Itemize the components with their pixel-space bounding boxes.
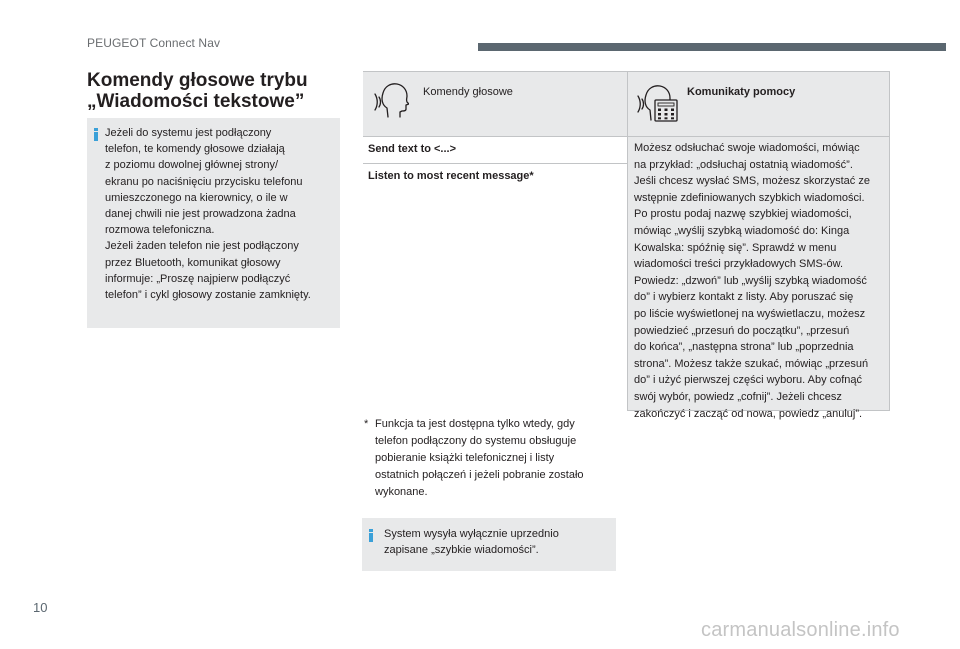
footnote-line: wykonane.	[375, 486, 428, 498]
footnote-line: telefon podłączony do systemu obsługuje	[375, 435, 577, 447]
help-message-line: powiedzieć „przesuń do początku”, „przesuń	[634, 324, 850, 337]
help-message-line: do” i wybierz kontakt z listy. Aby poruszać się	[634, 291, 854, 304]
info-note-line: System wysyła wyłącznie uprzednio	[384, 528, 559, 540]
info-note-text	[384, 526, 559, 558]
info-note-line: rozmowa telefoniczna.	[105, 224, 215, 237]
footnote-line: pobieranie książki telefonicznej i listy	[375, 452, 555, 464]
info-note-box	[87, 118, 340, 328]
help-message-line: na przykład: „odsłuchaj ostatnią wiadomość”.	[634, 158, 853, 171]
help-message-line: mówiąc „wyślij szybką wiadomość do: Kinga	[634, 224, 850, 237]
page-number: 10	[33, 600, 48, 615]
help-message-line: do” i użyć pierwszej części wyboru. Aby cofnąć	[634, 374, 863, 387]
help-message-line: po liście wyświetlonej na wyświetlaczu, możesz	[634, 307, 866, 320]
help-message-line: Powiedz: „dzwoń” lub „wyślij szybką wiadomość	[634, 274, 867, 287]
info-note-line: Jeżeli żaden telefon nie jest podłączony	[105, 240, 299, 253]
voice-command-send-text: Send text to <...>	[368, 143, 457, 155]
info-note-line: telefon” i cykl głosowy zostanie zamknięty.	[105, 289, 311, 302]
help-message-line: strona”. Możesz także szukać, mówiąc „przesuń	[634, 357, 869, 370]
info-note-text	[105, 125, 311, 303]
footnote-marker: *	[364, 418, 369, 430]
help-message-line: zakończyć i zacząć od nowa, powiedz „anuluj”.	[634, 407, 863, 420]
document-header-title: PEUGEOT Connect Nav	[87, 36, 221, 50]
voice-commands-header: Komendy głosowe	[423, 86, 513, 98]
help-messages-header: Komunikaty pomocy	[687, 86, 796, 98]
watermark: carmanualsonline.info	[701, 619, 900, 641]
speaking-head-keypad-icon	[636, 80, 678, 122]
section-title-line: „Wiadomości tekstowe”	[87, 91, 305, 112]
info-note-line: przez Bluetooth, komunikat głosowy	[105, 256, 281, 269]
info-note-line: umieszczonego na kierownicy, o ile w	[105, 191, 288, 204]
help-message-line: Jeśli chcesz wysłać SMS, możesz skorzystać ze	[634, 175, 870, 188]
speaking-head-icon	[373, 80, 409, 118]
help-message-text	[634, 140, 870, 422]
footnote-line: Funkcja ta jest dostępna tylko wtedy, gdy	[375, 418, 575, 430]
help-message-line: Kowalska: spóźnię się”. Sprawdź w menu	[634, 241, 837, 254]
section-title	[87, 70, 347, 112]
info-note-line: zapisane „szybkie wiadomości”.	[384, 544, 539, 557]
help-message-line: do końca”, „następna strona” lub „poprzednia	[634, 341, 854, 354]
section-title-line: Komendy głosowe trybu	[87, 70, 308, 91]
help-message-line: Po prostu podaj nazwę szybkiej wiadomości,	[634, 208, 852, 221]
help-message-line: wstępnie zdefiniowanych szybkich wiadomości.	[634, 191, 865, 204]
info-note-line: informuje: „Proszę najpierw podłączyć	[105, 272, 291, 285]
help-message-line: wiadomości treści przykładowych SMS-ów.	[634, 258, 844, 271]
header-divider-bar	[478, 43, 946, 51]
info-note-line: danej chwili nie jest prowadzona żadna	[105, 208, 296, 221]
help-message-line: swój wybór, powiedz „cofnij”. Jeżeli chcesz	[634, 390, 842, 403]
info-icon	[369, 529, 373, 542]
info-note-line: ekranu po naciśnięciu przycisku telefonu	[105, 175, 303, 188]
voice-command-listen-recent: Listen to most recent message*	[368, 170, 534, 182]
info-note-line: telefon, te komendy głosowe działają	[105, 143, 285, 156]
info-note-box-quick-messages	[362, 518, 616, 571]
voice-commands-table	[363, 71, 890, 420]
footnote-text	[375, 416, 584, 501]
info-icon	[94, 128, 98, 141]
footnote-line: ostatnich połączeń i jeżeli pobranie zostało	[375, 469, 584, 481]
help-message-line: Możesz odsłuchać swoje wiadomości, mówiąc	[634, 142, 860, 154]
info-note-line: z poziomu dowolnej głównej strony/	[105, 159, 279, 172]
info-note-line: Jeżeli do systemu jest podłączony	[105, 127, 272, 139]
